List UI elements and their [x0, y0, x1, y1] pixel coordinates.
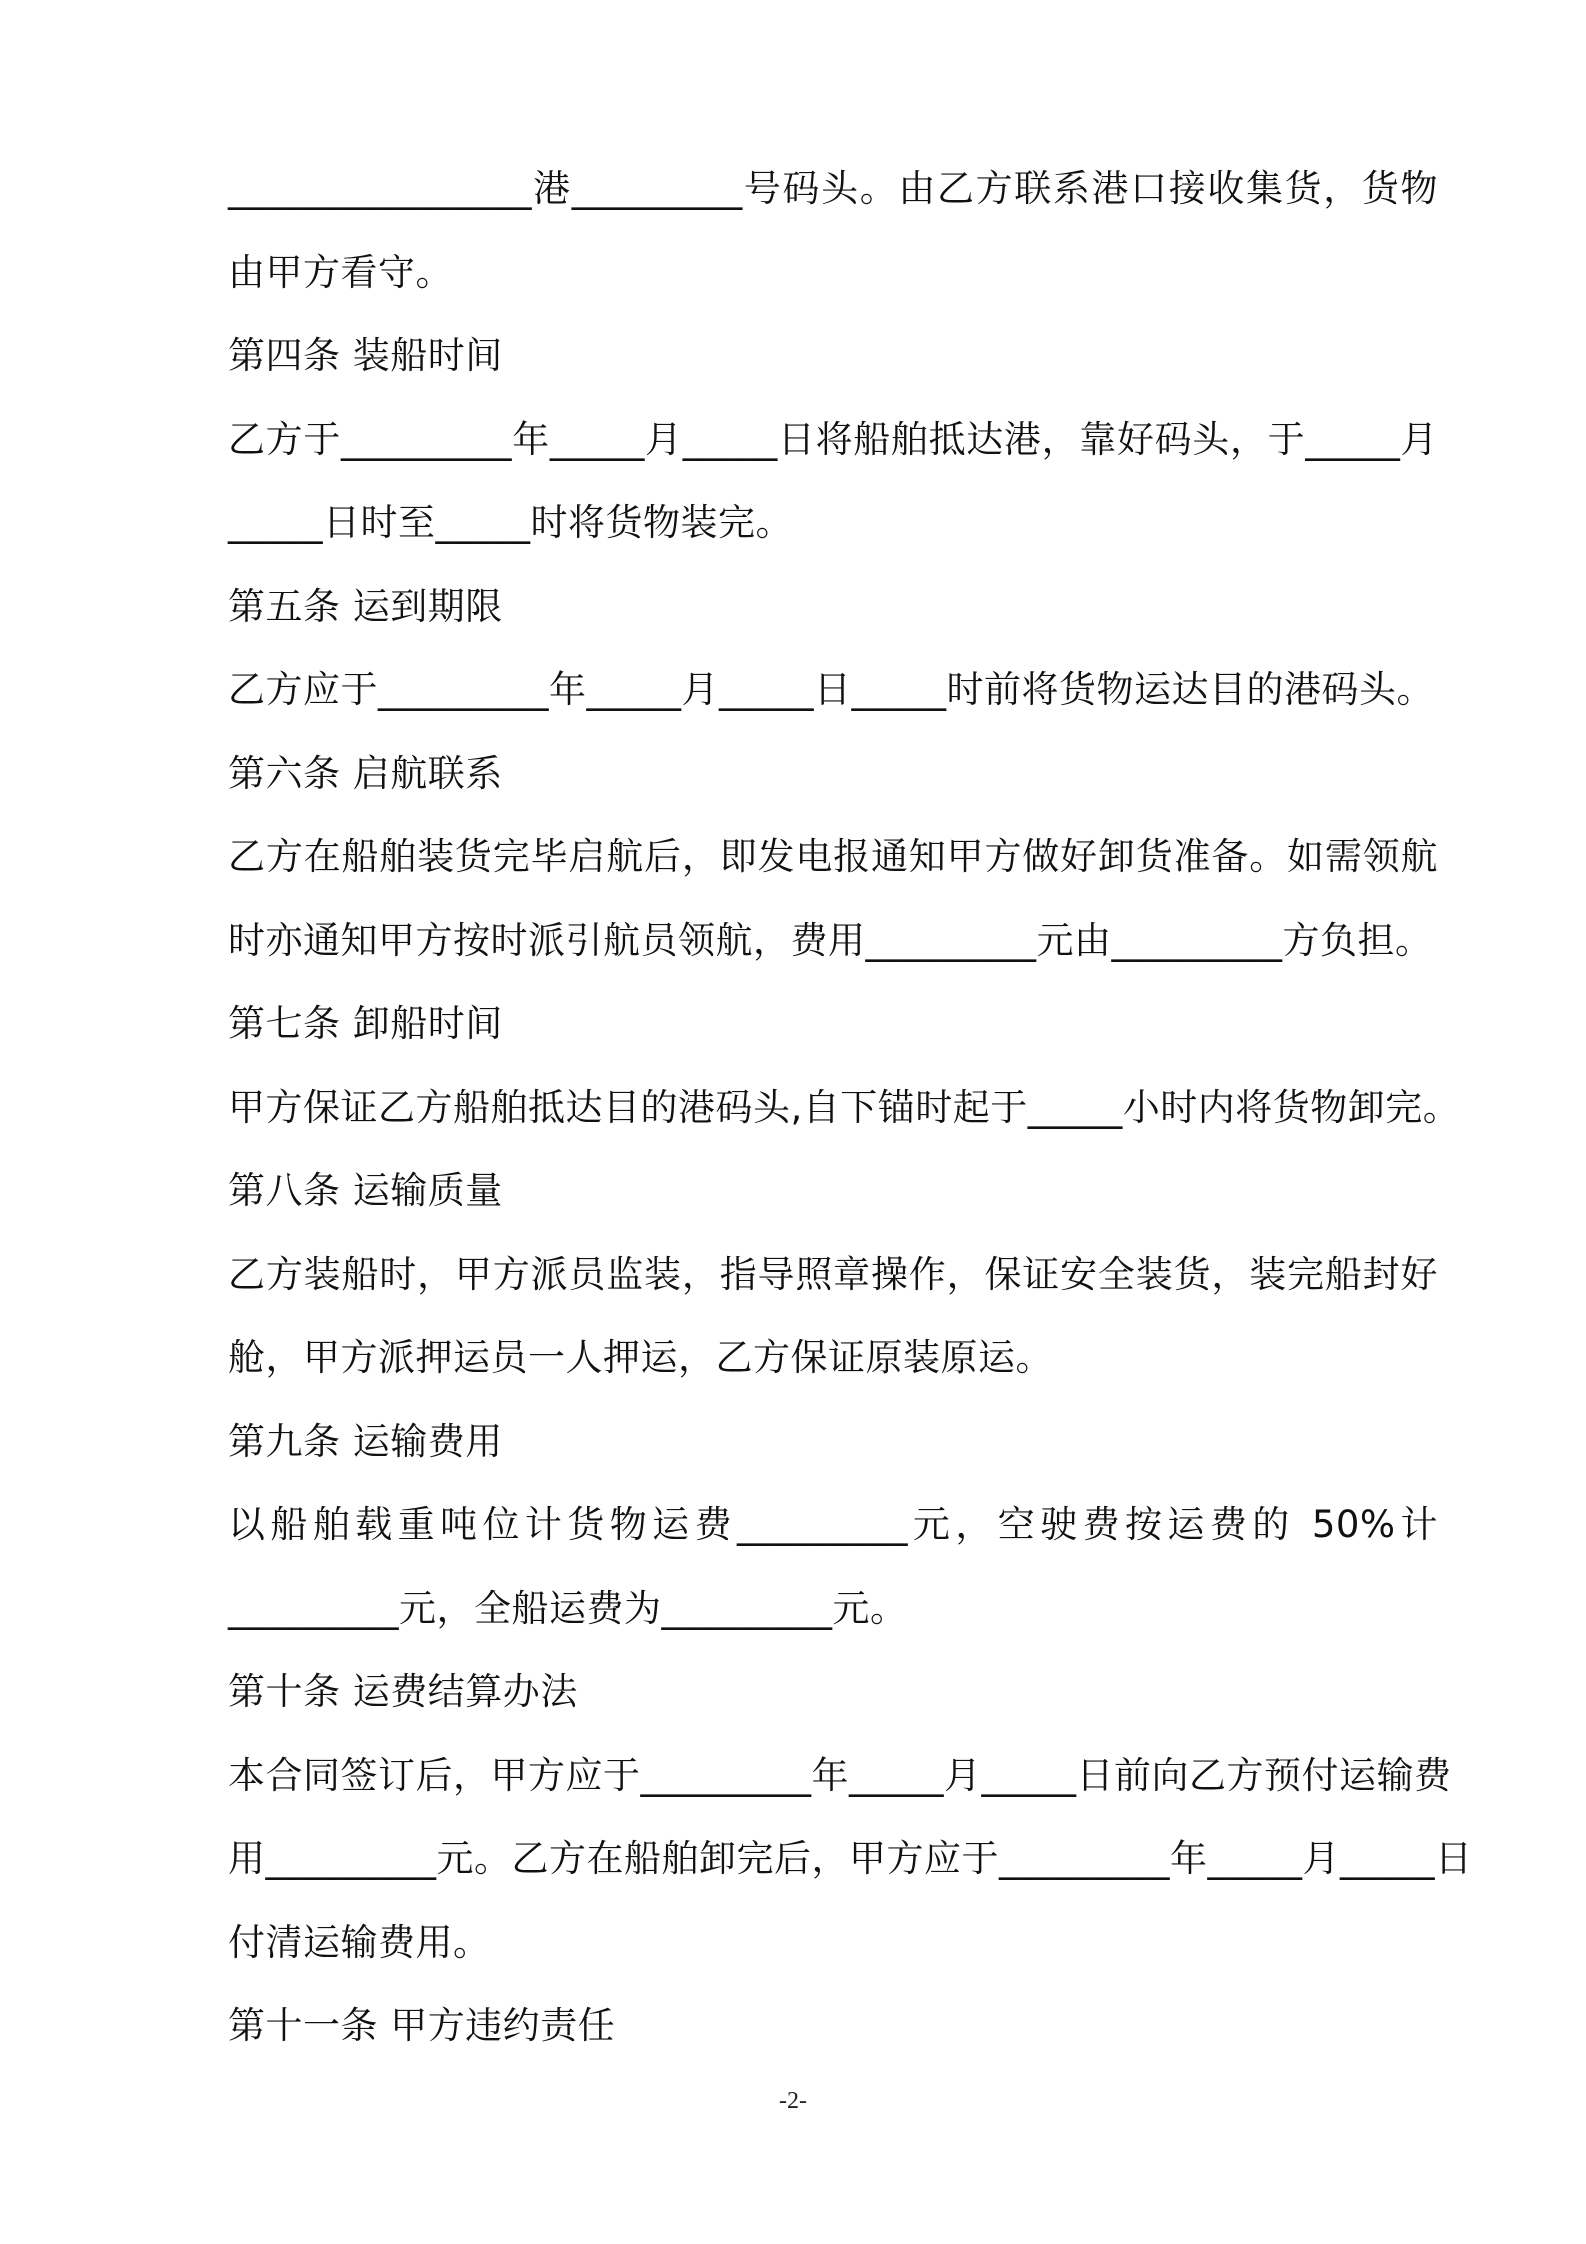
- article-heading: 第五条 运到期限: [228, 584, 503, 628]
- article-heading: 第十条 运费结算办法: [228, 1670, 578, 1713]
- body-line: 乙方装船时，甲方派员监装，指导照章操作，保证安全装货，装完船封好: [228, 1252, 1438, 1296]
- body-line: _________元，全船运费为_________元。: [228, 1586, 908, 1630]
- document-body: [228, 147, 1473, 2068]
- body-line: 由甲方看守。: [228, 250, 453, 294]
- article-heading: 第九条 运输费用: [228, 1419, 503, 1463]
- body-line: 舱，甲方派押运员一人押运，乙方保证原装原运。: [228, 1336, 1053, 1379]
- body-line: ________________港_________号码头。由乙方联系港口接收集货，货物: [228, 167, 1438, 210]
- article-heading: 第四条 装船时间: [228, 334, 503, 377]
- article-heading: 第八条 运输质量: [228, 1169, 503, 1212]
- article-heading: 第六条 启航联系: [228, 751, 503, 795]
- article-heading: 第七条 卸船时间: [228, 1002, 503, 1045]
- body-line: 乙方应于_________年_____月_____日_____时前将货物运达目的港码头。: [228, 668, 1434, 711]
- page-number: -2-: [779, 2088, 807, 2114]
- body-line: 本合同签订后，甲方应于_________年_____月_____日前向乙方预付运输费: [228, 1753, 1452, 1797]
- body-line: _____日时至_____时将货物装完。: [228, 501, 793, 544]
- body-line: 乙方在船舶装货完毕启航后，即发电报通知甲方做好卸货准备。如需领航: [228, 835, 1438, 878]
- body-line: 甲方保证乙方船舶抵达目的港码头,自下锚时起于_____小时内将货物卸完。: [228, 1085, 1461, 1129]
- body-line: 以船舶载重吨位计货物运费_________元，空驶费按运费的 50%计: [228, 1503, 1438, 1546]
- body-line: 付清运输费用。: [228, 1920, 491, 1964]
- body-line: 用_________元。乙方在船舶卸完后，甲方应于_________年_____月_____日: [228, 1837, 1473, 1880]
- body-line: 时亦通知甲方按时派引航员领航，费用_________元由_________方负担。: [228, 918, 1433, 962]
- article-heading: 第十一条 甲方违约责任: [228, 2004, 616, 2047]
- body-line: 乙方于_________年_____月_____日将船舶抵达港，靠好码头，于_____月: [228, 417, 1438, 461]
